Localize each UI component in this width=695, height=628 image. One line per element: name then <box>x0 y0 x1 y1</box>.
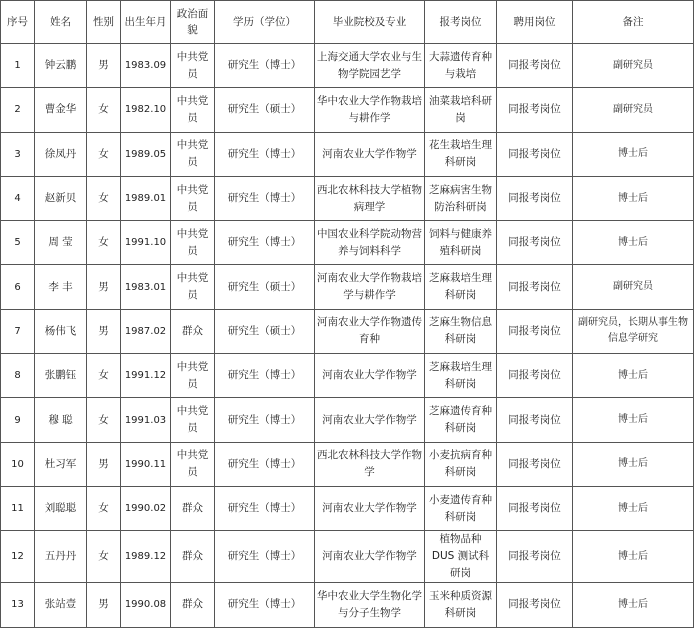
cell-gender: 女 <box>87 398 121 442</box>
cell-hired-post: 同报考岗位 <box>497 398 573 442</box>
cell-school: 上海交通大学农业与生物学院园艺学 <box>315 44 425 88</box>
cell-name: 张站壹 <box>35 583 87 627</box>
cell-name: 赵新贝 <box>35 176 87 220</box>
cell-applied-post: 饲料与健康养殖科研岗 <box>425 221 497 265</box>
cell-gender: 女 <box>87 132 121 176</box>
cell-applied-post: 油菜栽培科研岗 <box>425 88 497 132</box>
cell-education: 研究生（博士） <box>215 132 315 176</box>
cell-applied-post: 小麦遗传育种科研岗 <box>425 486 497 530</box>
cell-no: 8 <box>1 354 35 398</box>
cell-hired-post: 同报考岗位 <box>497 88 573 132</box>
cell-applied-post: 芝麻栽培生理科研岗 <box>425 265 497 309</box>
cell-no: 13 <box>1 583 35 627</box>
cell-no: 12 <box>1 531 35 583</box>
cell-note: 博士后 <box>573 132 694 176</box>
cell-education: 研究生（博士） <box>215 531 315 583</box>
cell-birth: 1991.12 <box>121 354 171 398</box>
cell-school: 河南农业大学作物遗传育种 <box>315 309 425 353</box>
cell-birth: 1987.02 <box>121 309 171 353</box>
cell-hired-post: 同报考岗位 <box>497 44 573 88</box>
cell-gender: 女 <box>87 176 121 220</box>
cell-applied-post: 玉米种质资源科研岗 <box>425 583 497 627</box>
cell-note: 博士后 <box>573 221 694 265</box>
cell-politics: 中共党员 <box>171 354 215 398</box>
table-row <box>1 88 694 132</box>
cell-name: 杨伟飞 <box>35 309 87 353</box>
cell-note: 副研究员，长期从事生物信息学研究 <box>573 309 694 353</box>
cell-politics: 中共党员 <box>171 221 215 265</box>
table-row <box>1 583 694 627</box>
cell-birth: 1989.12 <box>121 531 171 583</box>
cell-education: 研究生（博士） <box>215 442 315 486</box>
cell-note: 博士后 <box>573 176 694 220</box>
cell-education: 研究生（博士） <box>215 354 315 398</box>
cell-politics: 中共党员 <box>171 132 215 176</box>
table-body <box>1 44 694 628</box>
cell-politics: 中共党员 <box>171 88 215 132</box>
cell-name: 周 莹 <box>35 221 87 265</box>
cell-school: 河南农业大学作物学 <box>315 132 425 176</box>
cell-school: 华中农业大学生物化学与分子生物学 <box>315 583 425 627</box>
cell-name: 张鹏钰 <box>35 354 87 398</box>
cell-birth: 1990.08 <box>121 583 171 627</box>
cell-politics: 中共党员 <box>171 44 215 88</box>
cell-politics: 群众 <box>171 531 215 583</box>
cell-politics: 群众 <box>171 583 215 627</box>
cell-applied-post: 小麦抗病育种科研岗 <box>425 442 497 486</box>
col-header-school: 毕业院校及专业 <box>315 1 425 44</box>
table-row <box>1 44 694 88</box>
cell-no: 10 <box>1 442 35 486</box>
cell-hired-post: 同报考岗位 <box>497 354 573 398</box>
cell-hired-post: 同报考岗位 <box>497 132 573 176</box>
cell-gender: 女 <box>87 221 121 265</box>
cell-hired-post: 同报考岗位 <box>497 176 573 220</box>
cell-name: 钟云鹏 <box>35 44 87 88</box>
cell-school: 西北农林科技大学作物学 <box>315 442 425 486</box>
col-header-politics: 政治面貌 <box>171 1 215 44</box>
cell-school: 华中农业大学作物栽培与耕作学 <box>315 88 425 132</box>
cell-education: 研究生（博士） <box>215 398 315 442</box>
cell-gender: 女 <box>87 486 121 530</box>
cell-applied-post: 芝麻生物信息科研岗 <box>425 309 497 353</box>
cell-education: 研究生（博士） <box>215 176 315 220</box>
col-header-birth: 出生年月 <box>121 1 171 44</box>
table-row <box>1 221 694 265</box>
cell-hired-post: 同报考岗位 <box>497 583 573 627</box>
cell-no: 9 <box>1 398 35 442</box>
cell-school: 西北农林科技大学植物病理学 <box>315 176 425 220</box>
cell-note: 博士后 <box>573 398 694 442</box>
cell-birth: 1983.09 <box>121 44 171 88</box>
cell-applied-post: 花生栽培生理科研岗 <box>425 132 497 176</box>
cell-name: 杜习军 <box>35 442 87 486</box>
cell-gender: 男 <box>87 583 121 627</box>
table-row <box>1 442 694 486</box>
cell-birth: 1982.10 <box>121 88 171 132</box>
table-row <box>1 354 694 398</box>
cell-politics: 中共党员 <box>171 265 215 309</box>
cell-gender: 男 <box>87 442 121 486</box>
cell-name: 徐凤丹 <box>35 132 87 176</box>
cell-name: 曹金华 <box>35 88 87 132</box>
cell-no: 7 <box>1 309 35 353</box>
cell-applied-post: 芝麻栽培生理科研岗 <box>425 354 497 398</box>
cell-applied-post: 芝麻遗传育种科研岗 <box>425 398 497 442</box>
cell-gender: 女 <box>87 531 121 583</box>
col-header-applied-post: 报考岗位 <box>425 1 497 44</box>
cell-education: 研究生（博士） <box>215 583 315 627</box>
cell-birth: 1991.03 <box>121 398 171 442</box>
cell-note: 博士后 <box>573 354 694 398</box>
cell-politics: 中共党员 <box>171 442 215 486</box>
cell-school: 河南农业大学作物学 <box>315 354 425 398</box>
cell-politics: 群众 <box>171 309 215 353</box>
cell-applied-post: 芝麻病害生物防治科研岗 <box>425 176 497 220</box>
cell-birth: 1990.02 <box>121 486 171 530</box>
cell-name: 五丹丹 <box>35 531 87 583</box>
header-row <box>1 1 694 44</box>
cell-school: 河南农业大学作物栽培学与耕作学 <box>315 265 425 309</box>
cell-no: 1 <box>1 44 35 88</box>
cell-name: 刘聪聪 <box>35 486 87 530</box>
cell-gender: 女 <box>87 88 121 132</box>
cell-no: 5 <box>1 221 35 265</box>
table-row <box>1 486 694 530</box>
cell-birth: 1989.05 <box>121 132 171 176</box>
table-row <box>1 309 694 353</box>
cell-hired-post: 同报考岗位 <box>497 486 573 530</box>
cell-note: 博士后 <box>573 583 694 627</box>
cell-gender: 女 <box>87 354 121 398</box>
cell-no: 3 <box>1 132 35 176</box>
col-header-no: 序号 <box>1 1 35 44</box>
col-header-name: 姓名 <box>35 1 87 44</box>
cell-school: 河南农业大学作物学 <box>315 486 425 530</box>
col-header-education: 学历（学位） <box>215 1 315 44</box>
cell-applied-post: 植物品种 DUS 测试科研岗 <box>425 531 497 583</box>
table-row <box>1 531 694 583</box>
cell-education: 研究生（博士） <box>215 44 315 88</box>
cell-hired-post: 同报考岗位 <box>497 309 573 353</box>
cell-no: 11 <box>1 486 35 530</box>
cell-birth: 1991.10 <box>121 221 171 265</box>
cell-school: 河南农业大学作物学 <box>315 531 425 583</box>
cell-birth: 1983.01 <box>121 265 171 309</box>
cell-education: 研究生（博士） <box>215 221 315 265</box>
cell-education: 研究生（博士） <box>215 486 315 530</box>
table-row <box>1 265 694 309</box>
table-row <box>1 398 694 442</box>
cell-note: 副研究员 <box>573 265 694 309</box>
cell-name: 穆 聪 <box>35 398 87 442</box>
cell-politics: 中共党员 <box>171 176 215 220</box>
cell-no: 4 <box>1 176 35 220</box>
table-row <box>1 176 694 220</box>
cell-hired-post: 同报考岗位 <box>497 265 573 309</box>
cell-note: 博士后 <box>573 486 694 530</box>
cell-school: 河南农业大学作物学 <box>315 398 425 442</box>
cell-birth: 1990.11 <box>121 442 171 486</box>
cell-hired-post: 同报考岗位 <box>497 221 573 265</box>
col-header-gender: 性别 <box>87 1 121 44</box>
cell-applied-post: 大蒜遗传育种与栽培 <box>425 44 497 88</box>
table-row <box>1 132 694 176</box>
cell-no: 2 <box>1 88 35 132</box>
cell-hired-post: 同报考岗位 <box>497 442 573 486</box>
cell-note: 副研究员 <box>573 44 694 88</box>
cell-note: 博士后 <box>573 531 694 583</box>
cell-birth: 1989.01 <box>121 176 171 220</box>
cell-hired-post: 同报考岗位 <box>497 531 573 583</box>
cell-note: 博士后 <box>573 442 694 486</box>
cell-politics: 群众 <box>171 486 215 530</box>
cell-note: 副研究员 <box>573 88 694 132</box>
cell-name: 李 丰 <box>35 265 87 309</box>
col-header-note: 备注 <box>573 1 694 44</box>
cell-gender: 男 <box>87 44 121 88</box>
cell-gender: 男 <box>87 265 121 309</box>
cell-education: 研究生（硕士） <box>215 88 315 132</box>
cell-school: 中国农业科学院动物营养与饲料科学 <box>315 221 425 265</box>
col-header-hired-post: 聘用岗位 <box>497 1 573 44</box>
cell-no: 6 <box>1 265 35 309</box>
cell-gender: 男 <box>87 309 121 353</box>
cell-education: 研究生（硕士） <box>215 265 315 309</box>
cell-education: 研究生（硕士） <box>215 309 315 353</box>
cell-politics: 中共党员 <box>171 398 215 442</box>
